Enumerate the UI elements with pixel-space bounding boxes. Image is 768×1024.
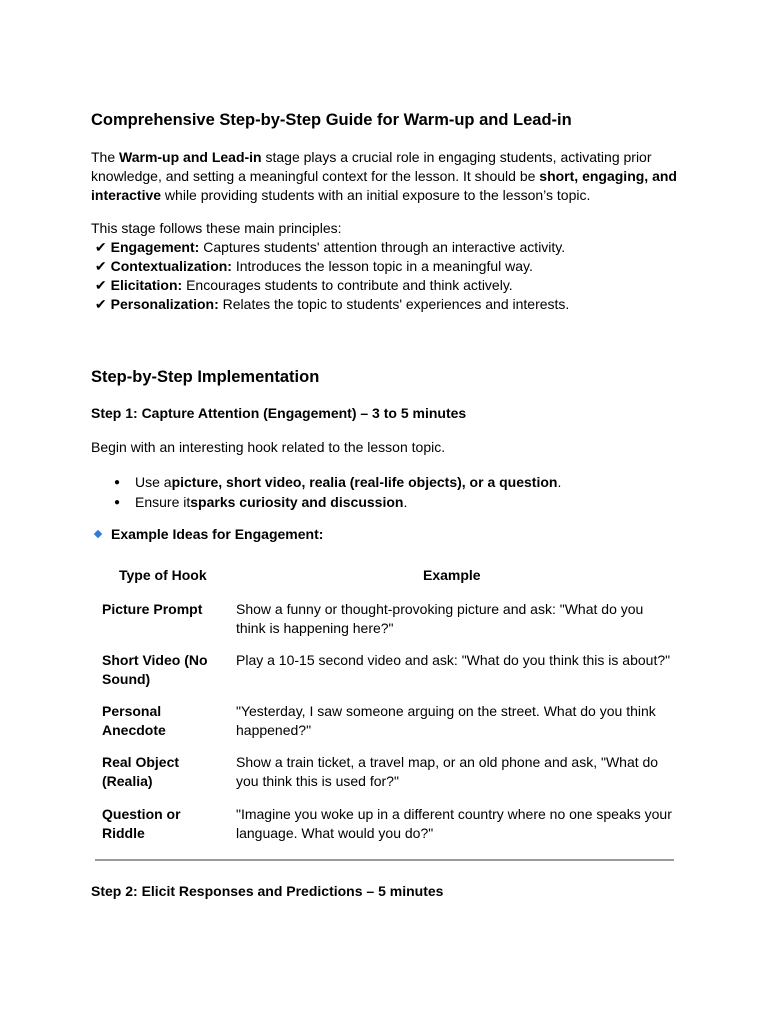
cell-line: think is happening here?" [236,620,394,636]
principle-text: Encourages students to contribute and think actively. [182,277,513,293]
table-header-hook: Type of Hook [119,567,207,583]
intro-line-2 [91,167,691,186]
text: . [403,493,408,510]
table-cell-hook [102,805,227,843]
bold-text: picture, short video, realia (real-life objects), or a question [171,473,558,490]
cell-line: Personal [102,703,162,719]
text: . [557,473,562,490]
cell-line: language. What would you do?" [236,825,434,841]
table-cell-example [236,805,676,843]
cell-line: "Yesterday, I saw someone arguing on the street. What do you think [236,703,656,719]
cell-line: (Realia) [102,773,153,789]
cell-line: you think this is used for?" [236,773,399,789]
step-2-title: Step 2: Elicit Responses and Predictions – 5 minutes [91,883,444,899]
example-heading: Example Ideas for Engagement: [111,526,324,542]
table-cell-example [236,651,696,670]
cell-line: Picture Prompt [102,601,203,617]
step-1-bullets [114,472,561,512]
horizontal-divider [95,859,674,861]
principle-term: Contextualization: [110,258,232,274]
cell-line: "Imagine you woke up in a different country where no one speaks your [236,806,672,822]
principle-item [91,238,569,257]
bold-text: sparks curiosity and discussion [190,493,404,510]
bold-text: short, engaging, and [539,168,677,184]
cell-line: Show a funny or thought-provoking picture and ask: "What do you [236,601,644,617]
table-cell-example [236,753,676,791]
principle-term: Personalization: [110,296,219,312]
cell-line: Sound) [102,671,151,687]
cell-line: Play a 10-15 second video and ask: "What do you think this is about?" [236,652,671,668]
bold-text: interactive [91,187,162,203]
cell-line: Anecdote [102,722,166,738]
cell-line: Riddle [102,825,145,841]
bullet-dot-icon: ● [114,496,121,508]
cell-line: Real Object [102,754,180,770]
principle-item [91,276,569,295]
principle-item [91,257,569,276]
principles-block [91,219,569,314]
text: The [91,149,120,165]
example-heading-row [95,526,323,542]
step-1-title: Step 1: Capture Attention (Engagement) – 3 to 5 minutes [91,405,467,421]
section-title: Step-by-Step Implementation [91,368,320,386]
table-cell-hook [102,600,227,619]
table-cell-example [236,702,676,740]
step-1-text: Begin with an interesting hook related to the lesson topic. [91,439,446,455]
bold-text: Warm-up and Lead-in [119,149,262,165]
principle-item [91,295,569,314]
text: knowledge, and setting a meaningful context for the lesson. It should be [91,168,540,184]
cell-line: Show a train ticket, a travel map, or an old phone and ask, "What do [236,754,659,770]
table-cell-example [236,600,676,638]
intro-line-1 [91,148,691,167]
cell-line: Short Video (No [102,652,208,668]
check-mark-icon: ✔ [94,239,107,255]
cell-line: happened?" [236,722,312,738]
intro-paragraph [91,148,691,205]
table-cell-hook [102,702,227,740]
cell-line: Question or [102,806,181,822]
principle-term: Elicitation: [110,277,183,293]
text: stage plays a crucial role in engaging students, activating prior [261,149,652,165]
page-title: Comprehensive Step-by-Step Guide for Warm-up and Lead-in [91,111,572,129]
principles-intro: This stage follows these main principles: [91,220,342,236]
check-mark-icon: ✔ [94,258,107,274]
principle-text: Introduces the lesson topic in a meaningful way. [231,258,533,274]
bullet-item [114,492,561,512]
principle-term: Engagement: [110,239,200,255]
intro-line-3 [91,186,691,205]
text: Use a [135,473,172,490]
text: Ensure it [135,493,191,510]
table-cell-hook [102,651,227,689]
table-header-example: Example [423,567,481,583]
text: while providing students with an initial exposure to the lesson’s topic. [161,187,591,203]
check-mark-icon: ✔ [94,277,107,293]
bullet-item [114,472,561,492]
principle-text: Captures students' attention through an interactive activity. [199,239,566,255]
check-mark-icon: ✔ [94,296,107,312]
bullet-dot-icon: ● [114,476,121,488]
principle-text: Relates the topic to students' experiences and interests. [218,296,570,312]
blue-diamond-icon [94,530,102,538]
table-cell-hook [102,753,227,791]
